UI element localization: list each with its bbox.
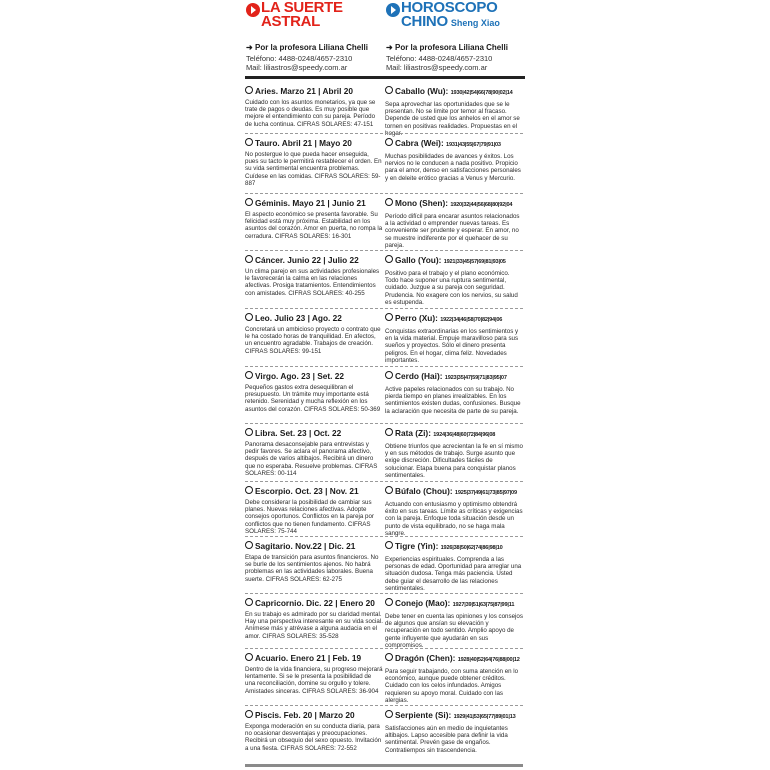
sign-heading: [385, 541, 523, 554]
chinese-title-line1: HOROSCOPO: [401, 0, 498, 16]
sign-entry: [385, 313, 523, 364]
entry-divider: [245, 648, 383, 649]
divider: [385, 76, 525, 79]
sign-heading: [385, 428, 523, 441]
sign-heading: [245, 86, 383, 97]
bullet-icon: [385, 541, 393, 549]
sign-dates: 1921|33|45|57|69|81|93|05: [443, 259, 506, 265]
sign-name: Cabra (Wei):: [395, 138, 447, 148]
sign-heading: [245, 710, 383, 721]
sign-dates: 1930|42|54|66|78|90|02|14: [450, 90, 513, 96]
sign-text: Obtiene triunfos que acrecientan la fe en sí mismo y en sus métodos de trabajo. Surge asunto que exige discreción. Dificultades fáciles de solucionar. Etapa buena para conquistar planos sentimentales.: [385, 443, 523, 479]
sign-name: Acuario.: [255, 653, 291, 663]
bullet-icon: [245, 255, 253, 263]
title-arrow-icon: [386, 3, 400, 17]
sign-text: En su trabajo es admirado por su claridad mental. Hay una perspectiva interesante en su vida social. Anímese más y atrévase a alguna audacia en el amor. CIFRAS SOLARES: 35-528: [245, 611, 383, 640]
sign-text: Para seguir trabajando, con suma atención en lo económico, aunque puede obtener créditos. Cuidado con los celos infundados. Amigos requieren su apoyo moral. Cuidado con las alergias.: [385, 668, 519, 704]
sign-heading: [245, 486, 383, 497]
bullet-icon: [385, 371, 393, 379]
sign-entry: [385, 428, 523, 479]
entry-divider: [385, 648, 523, 649]
sign-text: Panorama desaconsejable para entrevistas y pedir favores. Se aclara el panorama afectivo, después de varios altibajos. Recibirá un dinero que no esperaba. Resuelve problemas. CIFRAS SOLARES: 00-114: [245, 441, 378, 477]
sign-heading: [385, 198, 523, 211]
chinese-mail: Mail: liliastros@speedy.com.ar: [386, 63, 488, 72]
bullet-icon: [245, 598, 253, 606]
sign-dates: Julio 23 | Ago. 22: [274, 313, 342, 323]
sign-dates: Mayo 21 | Junio 21: [292, 198, 366, 208]
sign-entry: [245, 313, 383, 355]
sign-text: No postergue lo que pueda hacer enseguida, pues su tacto le permitirá restablecer el orden. En su vida sentimental encuentra problemas. Cuídese en las comidas. CIFRAS SOLARES: 59-887: [245, 151, 382, 187]
title-arrow-icon: [246, 3, 260, 17]
sign-heading: [385, 138, 523, 151]
entry-divider: [385, 593, 523, 594]
sign-entry: [245, 653, 383, 695]
sign-name: Virgo.: [255, 371, 281, 381]
sign-heading: [385, 313, 523, 326]
sign-text: Cuidado con los asuntos monetarios, ya que se trate de pagos o deudas. Es muy posible que mejore el entendimiento con su pareja. Período de lucha continua. CIFRAS SOLARES: 47-151: [245, 99, 376, 128]
sign-entry: [245, 486, 383, 535]
sign-dates: Enero 21 | Feb. 19: [290, 653, 362, 663]
sign-heading: [245, 371, 383, 382]
sign-name: Mono (Shen):: [395, 198, 451, 208]
sign-name: Capricornio.: [255, 598, 307, 608]
sign-text: Active papeles relacionados con su trabajo. No pierda tiempo en planes irrealizables. En los sentimientos existen dudas, confusiones. Busque la aclaración que necesita de parte de su pareja.: [385, 386, 521, 415]
sign-dates: 1927|39|51|63|75|87|99|11: [452, 602, 515, 608]
sign-heading: [385, 86, 523, 99]
sign-text: El aspecto económico se presenta favorable. Su felicidad está muy próxima. Estabilidad en los asuntos del corazón. Amor en puerta, no rompa la cerradura. CIFRAS SOLARES: 16-301: [245, 211, 383, 240]
astral-byline: [246, 42, 385, 54]
bullet-icon: [385, 653, 393, 661]
sign-entry: [385, 371, 523, 415]
sign-text: Concretará un ambicioso proyecto o contrato que le ha costado horas de tranquilidad. En afectos, un encuentro agradable. Trabajos de creación. CIFRAS SOLARES: 99-151: [245, 326, 381, 355]
divider: [245, 76, 385, 79]
chinese-column: [385, 0, 525, 754]
sign-text: Positivo para el trabajo y el plano económico. Todo hace suponer una ruptura sentimental, cuidado. Juzgue a su pareja con seguridad. Prudencia. No exagere con los nervios, su salud es estupenda.: [385, 270, 518, 306]
bullet-icon: [245, 653, 253, 661]
sign-entry: [245, 428, 383, 477]
sign-dates: Marzo 21 | Abril 20: [280, 86, 353, 96]
sign-text: Período difícil para encarar asuntos relacionados a la actividad o emprender nuevas tareas. Es conveniente ser prudente y esperar. En amor, no se muestre indiferente por el quehacer de su pareja.: [385, 213, 520, 249]
bullet-icon: [245, 86, 253, 94]
bullet-icon: [385, 598, 393, 606]
astral-mail: Mail: liliastros@speedy.com.ar: [246, 63, 348, 72]
sign-entry: [245, 598, 383, 640]
sign-heading: [245, 198, 383, 209]
sign-heading: [385, 598, 523, 611]
sign-entry: [245, 710, 383, 752]
sign-dates: Ago. 23 | Set. 22: [280, 371, 345, 381]
sign-text: Etapa de transición para asuntos financieros. No se burle de los sentimientos ajenos. No habrá problemas en las actividades laborales. Buena suerte. CIFRAS SOLARES: 62-275: [245, 554, 379, 583]
sign-text: Actuando con entusiasmo y optimismo obtendrá éxito en sus tareas. Límite as críticas y exigencias con la pareja. Enfoque toda situación desde un punto de vista equilibrado, no se haga mala sangre.: [385, 501, 523, 537]
bullet-icon: [245, 486, 253, 494]
sign-entry: [245, 138, 383, 187]
astral-byline-text: Por la profesora Liliana Chelli: [255, 43, 368, 52]
chinese-byline: [386, 42, 525, 54]
sign-entry: [385, 255, 523, 306]
sign-dates: 1931|43|55|67|79|91|03: [446, 142, 501, 148]
entry-divider: [245, 366, 383, 367]
sign-name: Tauro.: [255, 138, 282, 148]
sign-heading: [245, 598, 383, 609]
bullet-icon: [385, 428, 393, 436]
sign-name: Libra.: [255, 428, 280, 438]
bottom-rule: [245, 764, 523, 767]
bullet-icon: [245, 710, 253, 718]
entry-divider: [245, 536, 383, 537]
sign-name: Leo.: [255, 313, 275, 323]
arrow-right-icon: ➜: [386, 43, 393, 52]
entry-divider: [385, 308, 523, 309]
sign-text: Conquistas extraordinarias en los sentimientos y en la vida material. Empuje maravilloso para sus sueños y proyectos. Sólo el dinero presenta peligros. En el hogar, clima feliz. Novedades importantes.: [385, 328, 519, 364]
sign-text: Experiencias espirituales. Comprenda a las personas de edad. Oportunidad para arreglar una situación dudosa. Tenga más paciencia. Usted debe guiar el desarrollo de las relaciones sentimentales.: [385, 556, 522, 592]
sign-name: Serpiente (Si):: [395, 710, 454, 720]
bullet-icon: [245, 428, 253, 436]
entry-divider: [385, 481, 523, 482]
sign-dates: Junio 22 | Julio 22: [287, 255, 359, 265]
sign-dates: Dic. 22 | Enero 20: [306, 598, 375, 608]
sign-heading: [245, 138, 383, 149]
sign-heading: [245, 541, 383, 552]
bullet-icon: [385, 138, 393, 146]
sign-entry: [245, 541, 383, 583]
bullet-icon: [385, 86, 393, 94]
sign-heading: [385, 486, 523, 499]
sign-name: Rata (Zi):: [395, 428, 434, 438]
sign-name: Cáncer.: [255, 255, 288, 265]
sign-dates: Abril 21 | Mayo 20: [281, 138, 352, 148]
astral-title-line2: ASTRAL: [261, 13, 321, 30]
bullet-icon: [245, 198, 253, 206]
entry-divider: [245, 593, 383, 594]
bullet-icon: [245, 541, 253, 549]
sign-name: Conejo (Mao):: [395, 598, 453, 608]
sign-heading: [245, 255, 383, 266]
chinese-title-word: CHINO: [401, 13, 448, 30]
entry-divider: [385, 423, 523, 424]
sign-entry: [385, 653, 523, 704]
sign-heading: [245, 428, 383, 439]
sign-entry: [385, 486, 523, 537]
sign-dates: Oct. 23 | Nov. 21: [295, 486, 359, 496]
sign-dates: 1922|34|46|58|70|82|94|06: [440, 317, 503, 323]
sign-dates: 1929|41|53|65|77|89|01|13: [453, 714, 516, 720]
sign-text: Un clima parejo en sus actividades profesionales le favorecerán la calma en las relaciones afectivas. Prosiga tratamientos. Entendimientos con amistades. CIFRAS SOLARES: 40-255: [245, 268, 380, 297]
sign-name: Sagitario.: [255, 541, 296, 551]
sign-heading: [245, 313, 383, 324]
sign-name: Búfalo (Chou):: [395, 486, 455, 496]
sign-dates: 1928|40|52|64|76|88|00|12: [457, 657, 520, 663]
sign-name: Caballo (Wu):: [395, 86, 451, 96]
sign-entry: [245, 86, 383, 128]
astral-title: [245, 0, 385, 42]
sign-dates: 1926|38|50|62|74|86|98|10: [440, 545, 503, 551]
sign-heading: [385, 255, 523, 268]
chinese-title-line2: [401, 14, 500, 31]
sign-name: Tigre (Yin):: [395, 541, 441, 551]
sign-entry: [385, 598, 523, 649]
sign-dates: Nov.22 | Dic. 21: [295, 541, 356, 551]
astral-title-line1: LA SUERTE: [261, 0, 343, 16]
sign-heading: [385, 371, 523, 384]
sign-dates: 1925|37|49|61|73|85|97|09: [454, 490, 517, 496]
sign-dates: 1924|36|48|60|72|84|96|08: [433, 432, 496, 438]
bullet-icon: [385, 255, 393, 263]
sign-entry: [245, 198, 383, 240]
entry-divider: [385, 133, 523, 134]
astral-column: [245, 0, 385, 752]
sign-entry: [385, 86, 523, 137]
sign-name: Géminis.: [255, 198, 293, 208]
sign-text: Debe tener en cuenta las opiniones y los consejos de algunos que ansían su elevación y recuperación en todo sentido. Amplio apoyo de gente influyente que ayudarán en sus compromisos.: [385, 613, 523, 649]
sign-text: Dentro de la vida financiera, su progreso mejorará lentamente. Si se le presenta la posibilidad de una reconciliación, domine su orgullo y tolere. Amistades sinceras. CIFRAS SOLARES: 36-904: [245, 666, 383, 695]
bullet-icon: [245, 138, 253, 146]
entry-divider: [245, 193, 383, 194]
bullet-icon: [385, 198, 393, 206]
sign-entry: [245, 371, 383, 413]
sign-entry: [245, 255, 383, 297]
entry-divider: [245, 308, 383, 309]
sign-entry: [385, 541, 523, 592]
entry-divider: [385, 193, 523, 194]
chinese-title: [385, 0, 525, 42]
sign-entry: [385, 138, 523, 182]
sign-dates: Set. 23 | Oct. 22: [279, 428, 342, 438]
sign-heading: [385, 653, 523, 666]
sign-text: Exponga moderación en su conducta diaria, para no ocasionar desventajas y preocupaciones. Recibirá un obsequio del sexo opuesto. Invitación a una fiesta. CIFRAS SOLARES: 72-552: [245, 723, 382, 752]
bullet-icon: [385, 313, 393, 321]
sign-name: Dragón (Chen):: [395, 653, 458, 663]
sign-text: Sepa aprovechar las oportunidades que se le presentan. No se limite por temor al fracaso. Depende de usted que los anhelos en el amor se tornen en positivas realidades. Propuestas en el hogar.: [385, 101, 520, 137]
entry-divider: [245, 705, 383, 706]
entry-divider: [245, 423, 383, 424]
sign-name: Perro (Xu):: [395, 313, 441, 323]
entry-divider: [245, 250, 383, 251]
sign-name: Gallo (You):: [395, 255, 444, 265]
sign-dates: Feb. 20 | Marzo 20: [283, 710, 355, 720]
sign-heading: [385, 710, 523, 723]
chinese-byline-text: Por la profesora Liliana Chelli: [395, 43, 508, 52]
sign-text: Pequeños gastos extra desequilibran el presupuesto. Un trámite muy importante está retenido. Serenidad y mucha reflexión en los asuntos del corazón. CIFRAS SOLARES: 50-369: [245, 384, 381, 413]
sign-name: Aries.: [255, 86, 281, 96]
bullet-icon: [245, 313, 253, 321]
sign-heading: [245, 653, 383, 664]
bullet-icon: [385, 486, 393, 494]
entry-divider: [385, 536, 523, 537]
chinese-title-sub: Sheng Xiao: [450, 18, 500, 28]
entry-divider: [385, 366, 523, 367]
chinese-phone: Teléfono: 4488-0248/4657-2310: [386, 54, 493, 63]
sign-dates: 1923|35|47|59|71|83|95|07: [444, 375, 507, 381]
sign-entry: [385, 198, 523, 249]
entry-divider: [385, 705, 523, 706]
entry-divider: [385, 250, 523, 251]
sign-text: Satisfacciones aún en medio de inquietantes altibajos. Lapso accesible para definir la vida sentimental. Prevén gase de engaños. Contratiempos sin trascendencia.: [385, 725, 508, 754]
sign-name: Cerdo (Hai):: [395, 371, 445, 381]
sign-text: Debe considerar la posibilidad de cambiar sus planes. Nuevas relaciones afectivas. Adopte consejos oportunos. Conflictos en la pareja por conflictos que no tienen fundamento. CIFRAS SOLARES: 75-744: [245, 499, 374, 535]
sign-name: Piscis.: [255, 710, 284, 720]
sign-name: Escorpio.: [255, 486, 296, 496]
entry-divider: [245, 481, 383, 482]
astral-phone: Teléfono: 4488-0248/4657-2310: [246, 54, 353, 63]
entry-divider: [245, 133, 383, 134]
sign-text: Muchas posibilidades de avances y éxitos. Los nervios no le conducen a nada positivo. Propicio para el amor, denso en satisfacciones personales y en deleite erótico gracias a Venus y Mercurio.: [385, 153, 521, 182]
bullet-icon: [385, 710, 393, 718]
sign-entry: [385, 710, 523, 754]
bullet-icon: [245, 371, 253, 379]
sign-dates: 1920|32|44|56|68|80|92|04: [450, 202, 513, 208]
arrow-right-icon: ➜: [246, 43, 253, 52]
